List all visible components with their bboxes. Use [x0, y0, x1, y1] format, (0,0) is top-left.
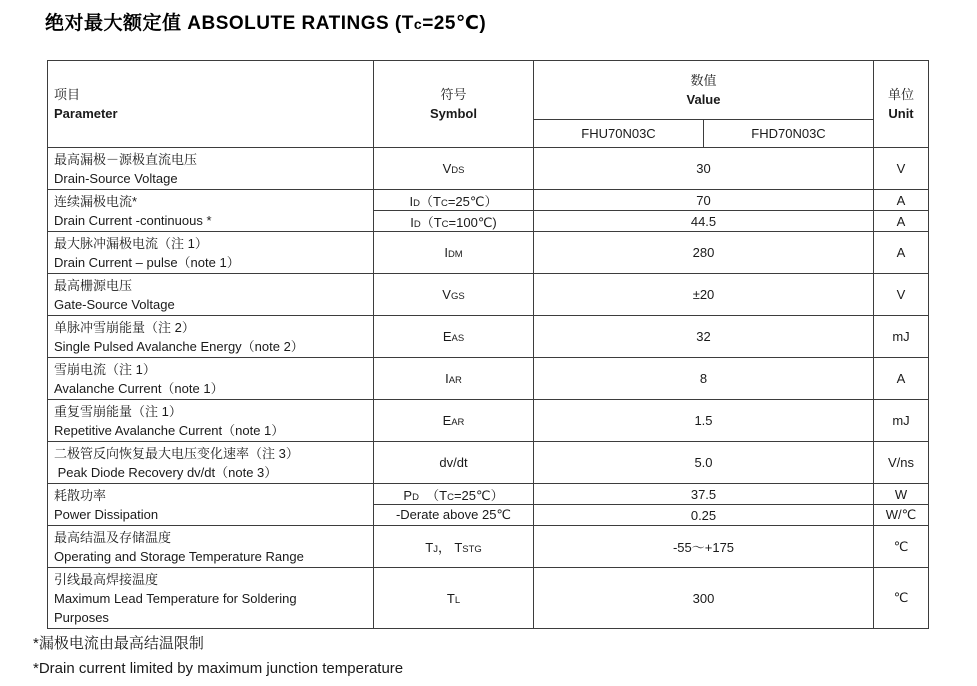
value-cell: 8	[534, 358, 874, 400]
symbol-cell	[374, 148, 534, 190]
parameter-cell	[48, 148, 374, 190]
symbol-cell	[374, 568, 534, 629]
symbol-segment: AS	[451, 333, 465, 344]
page-title-segment: =25℃)	[422, 13, 487, 34]
parameter-line: Power Dissipation	[54, 506, 159, 522]
page-title-segment: c	[413, 16, 423, 32]
col-header-value	[534, 61, 874, 120]
symbol-cell	[374, 211, 534, 232]
symbol-segment: C	[441, 218, 449, 230]
table-row	[48, 316, 929, 358]
symbol-segment: V	[442, 287, 451, 302]
symbol-cell	[374, 442, 534, 484]
parameter-line: Peak Diode Recovery dv/dt（note 3）	[54, 464, 278, 480]
table-row	[48, 232, 929, 274]
value-cell: 0.25	[534, 505, 874, 526]
col-header-value-en: Value	[686, 92, 721, 107]
unit-cell: V	[874, 148, 929, 190]
symbol-segment: I	[410, 214, 414, 230]
parameter-cell	[48, 316, 374, 358]
parameter-line: 连续漏极电流*	[54, 193, 138, 209]
unit-cell: A	[874, 190, 929, 211]
symbol-segment: D	[412, 491, 419, 503]
value-cell: 30	[534, 148, 874, 190]
parameter-cell	[48, 232, 374, 274]
symbol-segment: STG	[462, 544, 482, 555]
unit-cell: mJ	[874, 400, 929, 442]
unit-cell: A	[874, 232, 929, 274]
table-row	[48, 442, 929, 484]
parameter-line: 引线最高焊接温度	[54, 571, 159, 587]
unit-cell: mJ	[874, 316, 929, 358]
value-cell: 70	[534, 190, 874, 211]
unit-cell: V	[874, 274, 929, 316]
table-row	[48, 526, 929, 568]
parameter-cell	[48, 274, 374, 316]
symbol-cell	[374, 400, 534, 442]
value-cell: 1.5	[534, 400, 874, 442]
value-cell: 37.5	[534, 484, 874, 505]
symbol-segment: dv/dt	[439, 455, 468, 470]
table-row	[48, 274, 929, 316]
parameter-line: Operating and Storage Temperature Range	[54, 548, 304, 564]
symbol-segment: I	[445, 371, 449, 386]
table-row	[48, 358, 929, 400]
parameter-line: Purposes	[54, 609, 109, 625]
unit-cell: W	[874, 484, 929, 505]
symbol-segment: ， T	[437, 540, 463, 555]
table-header	[48, 61, 929, 148]
symbol-segment: E	[442, 329, 452, 344]
absolute-ratings-table	[47, 60, 929, 629]
symbol-segment: V	[442, 161, 452, 176]
value-cell: 300	[534, 568, 874, 629]
parameter-line: 耗散功率	[54, 487, 107, 503]
symbol-cell	[374, 484, 534, 505]
col-header-unit	[874, 61, 929, 148]
table-row	[48, 148, 929, 190]
parameter-line: Drain Current – pulse（note 1）	[54, 254, 240, 270]
parameter-line: 最高栅源电压	[54, 277, 133, 293]
parameter-cell	[48, 526, 374, 568]
parameter-line: 最大脉冲漏极电流（注 1）	[54, 235, 208, 251]
symbol-segment: （T	[420, 193, 441, 209]
symbol-segment: T	[425, 540, 434, 555]
model-name-fhu70n03c: FHU70N03C	[534, 120, 704, 148]
parameter-line: Gate-Source Voltage	[54, 296, 175, 312]
parameter-line: 雪崩电流（注 1）	[54, 361, 156, 377]
parameter-line: Avalanche Current（note 1）	[54, 380, 224, 396]
symbol-segment: DM	[447, 249, 463, 260]
parameter-line: Drain-Source Voltage	[54, 170, 178, 186]
value-cell: ±20	[534, 274, 874, 316]
value-cell: 280	[534, 232, 874, 274]
col-header-parameter-zh: 项目	[54, 87, 81, 102]
col-header-symbol-en: Symbol	[430, 106, 477, 121]
unit-cell: A	[874, 211, 929, 232]
symbol-segment: -Derate above 25℃	[395, 507, 512, 522]
parameter-line: 最高漏极－源极直流电压	[54, 151, 198, 167]
parameter-line: Repetitive Avalanche Current（note 1）	[54, 422, 285, 438]
parameter-line: Single Pulsed Avalanche Energy（note 2）	[54, 338, 304, 354]
table-row	[48, 484, 929, 505]
value-cell: 32	[534, 316, 874, 358]
page-title-segment: 绝对最大额定值 ABSOLUTE RATINGS (T	[45, 13, 414, 34]
col-header-symbol-zh: 符号	[440, 87, 467, 102]
symbol-cell	[374, 505, 534, 526]
symbol-segment: C	[447, 491, 454, 503]
col-header-unit-en: Unit	[888, 106, 914, 121]
symbol-segment: J	[433, 544, 438, 555]
parameter-cell	[48, 400, 374, 442]
parameter-line: 重复雪崩能量（注 1）	[54, 403, 182, 419]
table-row	[48, 190, 929, 211]
symbol-segment: P	[403, 487, 413, 503]
symbol-cell	[374, 232, 534, 274]
unit-cell: A	[874, 358, 929, 400]
table-row	[48, 568, 929, 629]
footnote-zh: *漏极电流由最高结温限制	[33, 635, 204, 652]
table-row	[48, 400, 929, 442]
symbol-cell	[374, 316, 534, 358]
table-body	[48, 148, 929, 629]
symbol-segment: E	[442, 413, 452, 428]
symbol-segment: =25℃）	[453, 487, 504, 503]
unit-cell: V/ns	[874, 442, 929, 484]
parameter-line: Drain Current -continuous *	[54, 212, 212, 228]
symbol-cell	[374, 190, 534, 211]
col-header-value-zh: 数值	[690, 73, 717, 88]
value-cell: 44.5	[534, 211, 874, 232]
symbol-segment: I	[444, 245, 448, 260]
parameter-line: 二极管反向恢复最大电压变化速率（注 3）	[54, 445, 299, 461]
symbol-segment: =100℃)	[448, 214, 497, 230]
symbol-cell	[374, 358, 534, 400]
parameter-line: 单脉冲雪崩能量（注 2）	[54, 319, 195, 335]
symbol-segment: I	[409, 193, 414, 209]
col-header-unit-zh: 单位	[887, 87, 914, 102]
symbol-segment: D	[413, 197, 420, 209]
symbol-segment: C	[440, 197, 448, 209]
symbol-segment: AR	[451, 417, 465, 428]
footnote-en: *Drain current limited by maximum junction temperature	[33, 660, 404, 677]
value-cell: -55～+175	[534, 526, 874, 568]
col-header-parameter-en: Parameter	[54, 106, 118, 121]
symbol-segment: （T	[420, 214, 442, 230]
symbol-segment: DS	[451, 165, 465, 176]
symbol-segment: L	[454, 594, 461, 606]
model-name-fhd70n03c: FHD70N03C	[704, 120, 874, 148]
parameter-cell	[48, 484, 374, 526]
symbol-segment: AR	[448, 375, 462, 386]
header-row-main	[48, 61, 929, 120]
parameter-cell	[48, 568, 374, 629]
col-header-parameter	[48, 61, 374, 148]
symbol-segment: D	[413, 218, 421, 230]
unit-cell: W/℃	[874, 505, 929, 526]
unit-cell: ℃	[874, 526, 929, 568]
col-header-symbol	[374, 61, 534, 148]
parameter-line: Maximum Lead Temperature for Soldering	[54, 590, 297, 606]
symbol-segment: （T	[418, 487, 448, 503]
parameter-line: 最高结温及存储温度	[54, 529, 172, 545]
symbol-segment: GS	[450, 291, 465, 302]
parameter-cell	[48, 190, 374, 232]
symbol-segment: T	[446, 590, 455, 606]
parameter-cell	[48, 442, 374, 484]
symbol-cell	[374, 526, 534, 568]
page-title	[45, 12, 486, 36]
value-cell: 5.0	[534, 442, 874, 484]
unit-cell: ℃	[874, 568, 929, 629]
parameter-cell	[48, 358, 374, 400]
symbol-cell	[374, 274, 534, 316]
symbol-segment: =25℃）	[447, 193, 498, 209]
